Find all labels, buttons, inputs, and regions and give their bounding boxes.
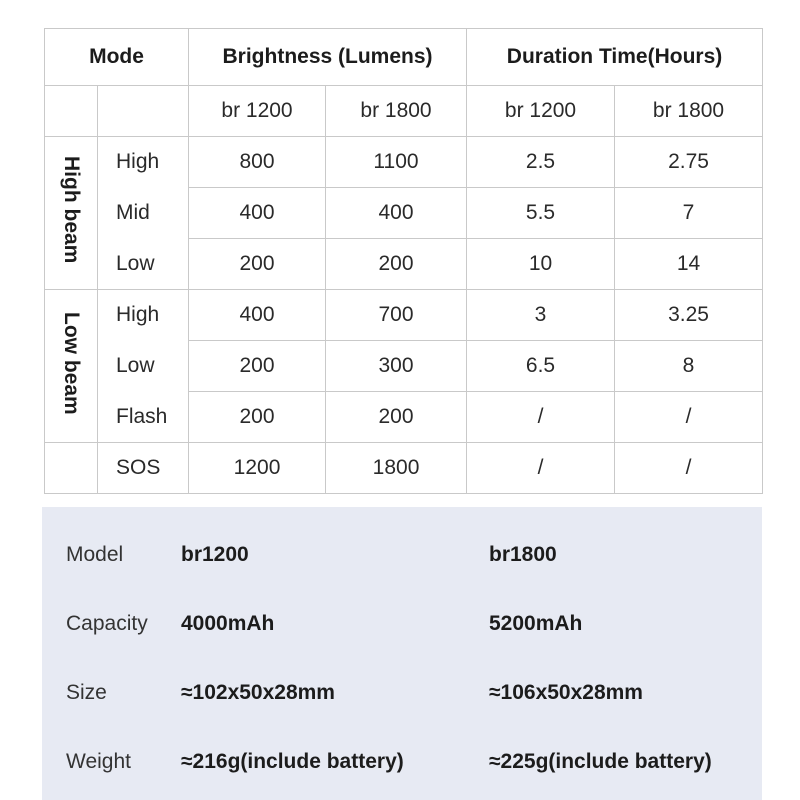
spec-label: Capacity (66, 612, 148, 635)
value-cell: 200 (189, 341, 326, 392)
table-row (45, 239, 763, 290)
subheader-row (45, 86, 763, 137)
mode-cell: Low (98, 239, 189, 290)
spec-value-br1800: ≈225g(include battery) (489, 750, 712, 773)
value-cell: / (467, 392, 615, 443)
value-cell: 10 (467, 239, 615, 290)
specs-panel (42, 507, 762, 800)
group-label-cell (45, 137, 98, 290)
spec-value-br1800: br1800 (489, 543, 557, 566)
value-cell: 300 (326, 341, 467, 392)
value-cell: 200 (326, 392, 467, 443)
table-row (45, 290, 763, 341)
value-cell: 2.75 (615, 137, 763, 188)
spec-label: Size (66, 681, 107, 704)
table-row (45, 392, 763, 443)
duration-header: Duration Time(Hours) (467, 29, 763, 86)
value-cell: 800 (189, 137, 326, 188)
spec-value-br1800: ≈106x50x28mm (489, 681, 643, 704)
empty-cell (45, 443, 98, 494)
value-cell: 400 (189, 188, 326, 239)
value-cell: 200 (189, 392, 326, 443)
spec-label: Weight (66, 750, 131, 773)
value-cell: 8 (615, 341, 763, 392)
table-row (45, 188, 763, 239)
spec-row-weight (42, 742, 762, 782)
value-cell: 2.5 (467, 137, 615, 188)
group-label-cell (45, 290, 98, 443)
spec-value-br1800: 5200mAh (489, 612, 583, 635)
spec-value-br1200: ≈216g(include battery) (181, 750, 404, 773)
table-row (45, 443, 763, 494)
mode-cell: High (98, 290, 189, 341)
mode-header: Mode (45, 29, 189, 86)
subheader-cell: br 1800 (326, 86, 467, 137)
spec-label: Model (66, 543, 124, 566)
subheader-cell: br 1200 (467, 86, 615, 137)
value-cell: 1800 (326, 443, 467, 494)
value-cell: / (615, 392, 763, 443)
value-cell: 3 (467, 290, 615, 341)
spec-row-size (42, 673, 762, 713)
group-label: High beam (60, 156, 83, 264)
spec-value-br1200: 4000mAh (181, 612, 275, 635)
spec-value-br1200: br1200 (181, 543, 249, 566)
table-row (45, 341, 763, 392)
value-cell: / (615, 443, 763, 494)
value-cell: 3.25 (615, 290, 763, 341)
subheader-cell: br 1800 (615, 86, 763, 137)
table-row (45, 137, 763, 188)
mode-cell: Flash (98, 392, 189, 443)
value-cell: 6.5 (467, 341, 615, 392)
value-cell: 700 (326, 290, 467, 341)
spec-row-model (42, 535, 762, 575)
header-row (45, 29, 763, 86)
spec-table (44, 28, 763, 494)
mode-cell: High (98, 137, 189, 188)
mode-cell: Mid (98, 188, 189, 239)
mode-cell: Low (98, 341, 189, 392)
mode-cell: SOS (98, 443, 189, 494)
value-cell: 14 (615, 239, 763, 290)
subheader-cell: br 1200 (189, 86, 326, 137)
value-cell: 1100 (326, 137, 467, 188)
brightness-header: Brightness (Lumens) (189, 29, 467, 86)
value-cell: 200 (326, 239, 467, 290)
group-label: Low beam (60, 311, 83, 415)
value-cell: 400 (326, 188, 467, 239)
value-cell: / (467, 443, 615, 494)
value-cell: 7 (615, 188, 763, 239)
spec-row-capacity (42, 604, 762, 644)
spec-value-br1200: ≈102x50x28mm (181, 681, 335, 704)
empty-cell (98, 86, 189, 137)
value-cell: 5.5 (467, 188, 615, 239)
value-cell: 400 (189, 290, 326, 341)
empty-cell (45, 86, 98, 137)
value-cell: 200 (189, 239, 326, 290)
value-cell: 1200 (189, 443, 326, 494)
